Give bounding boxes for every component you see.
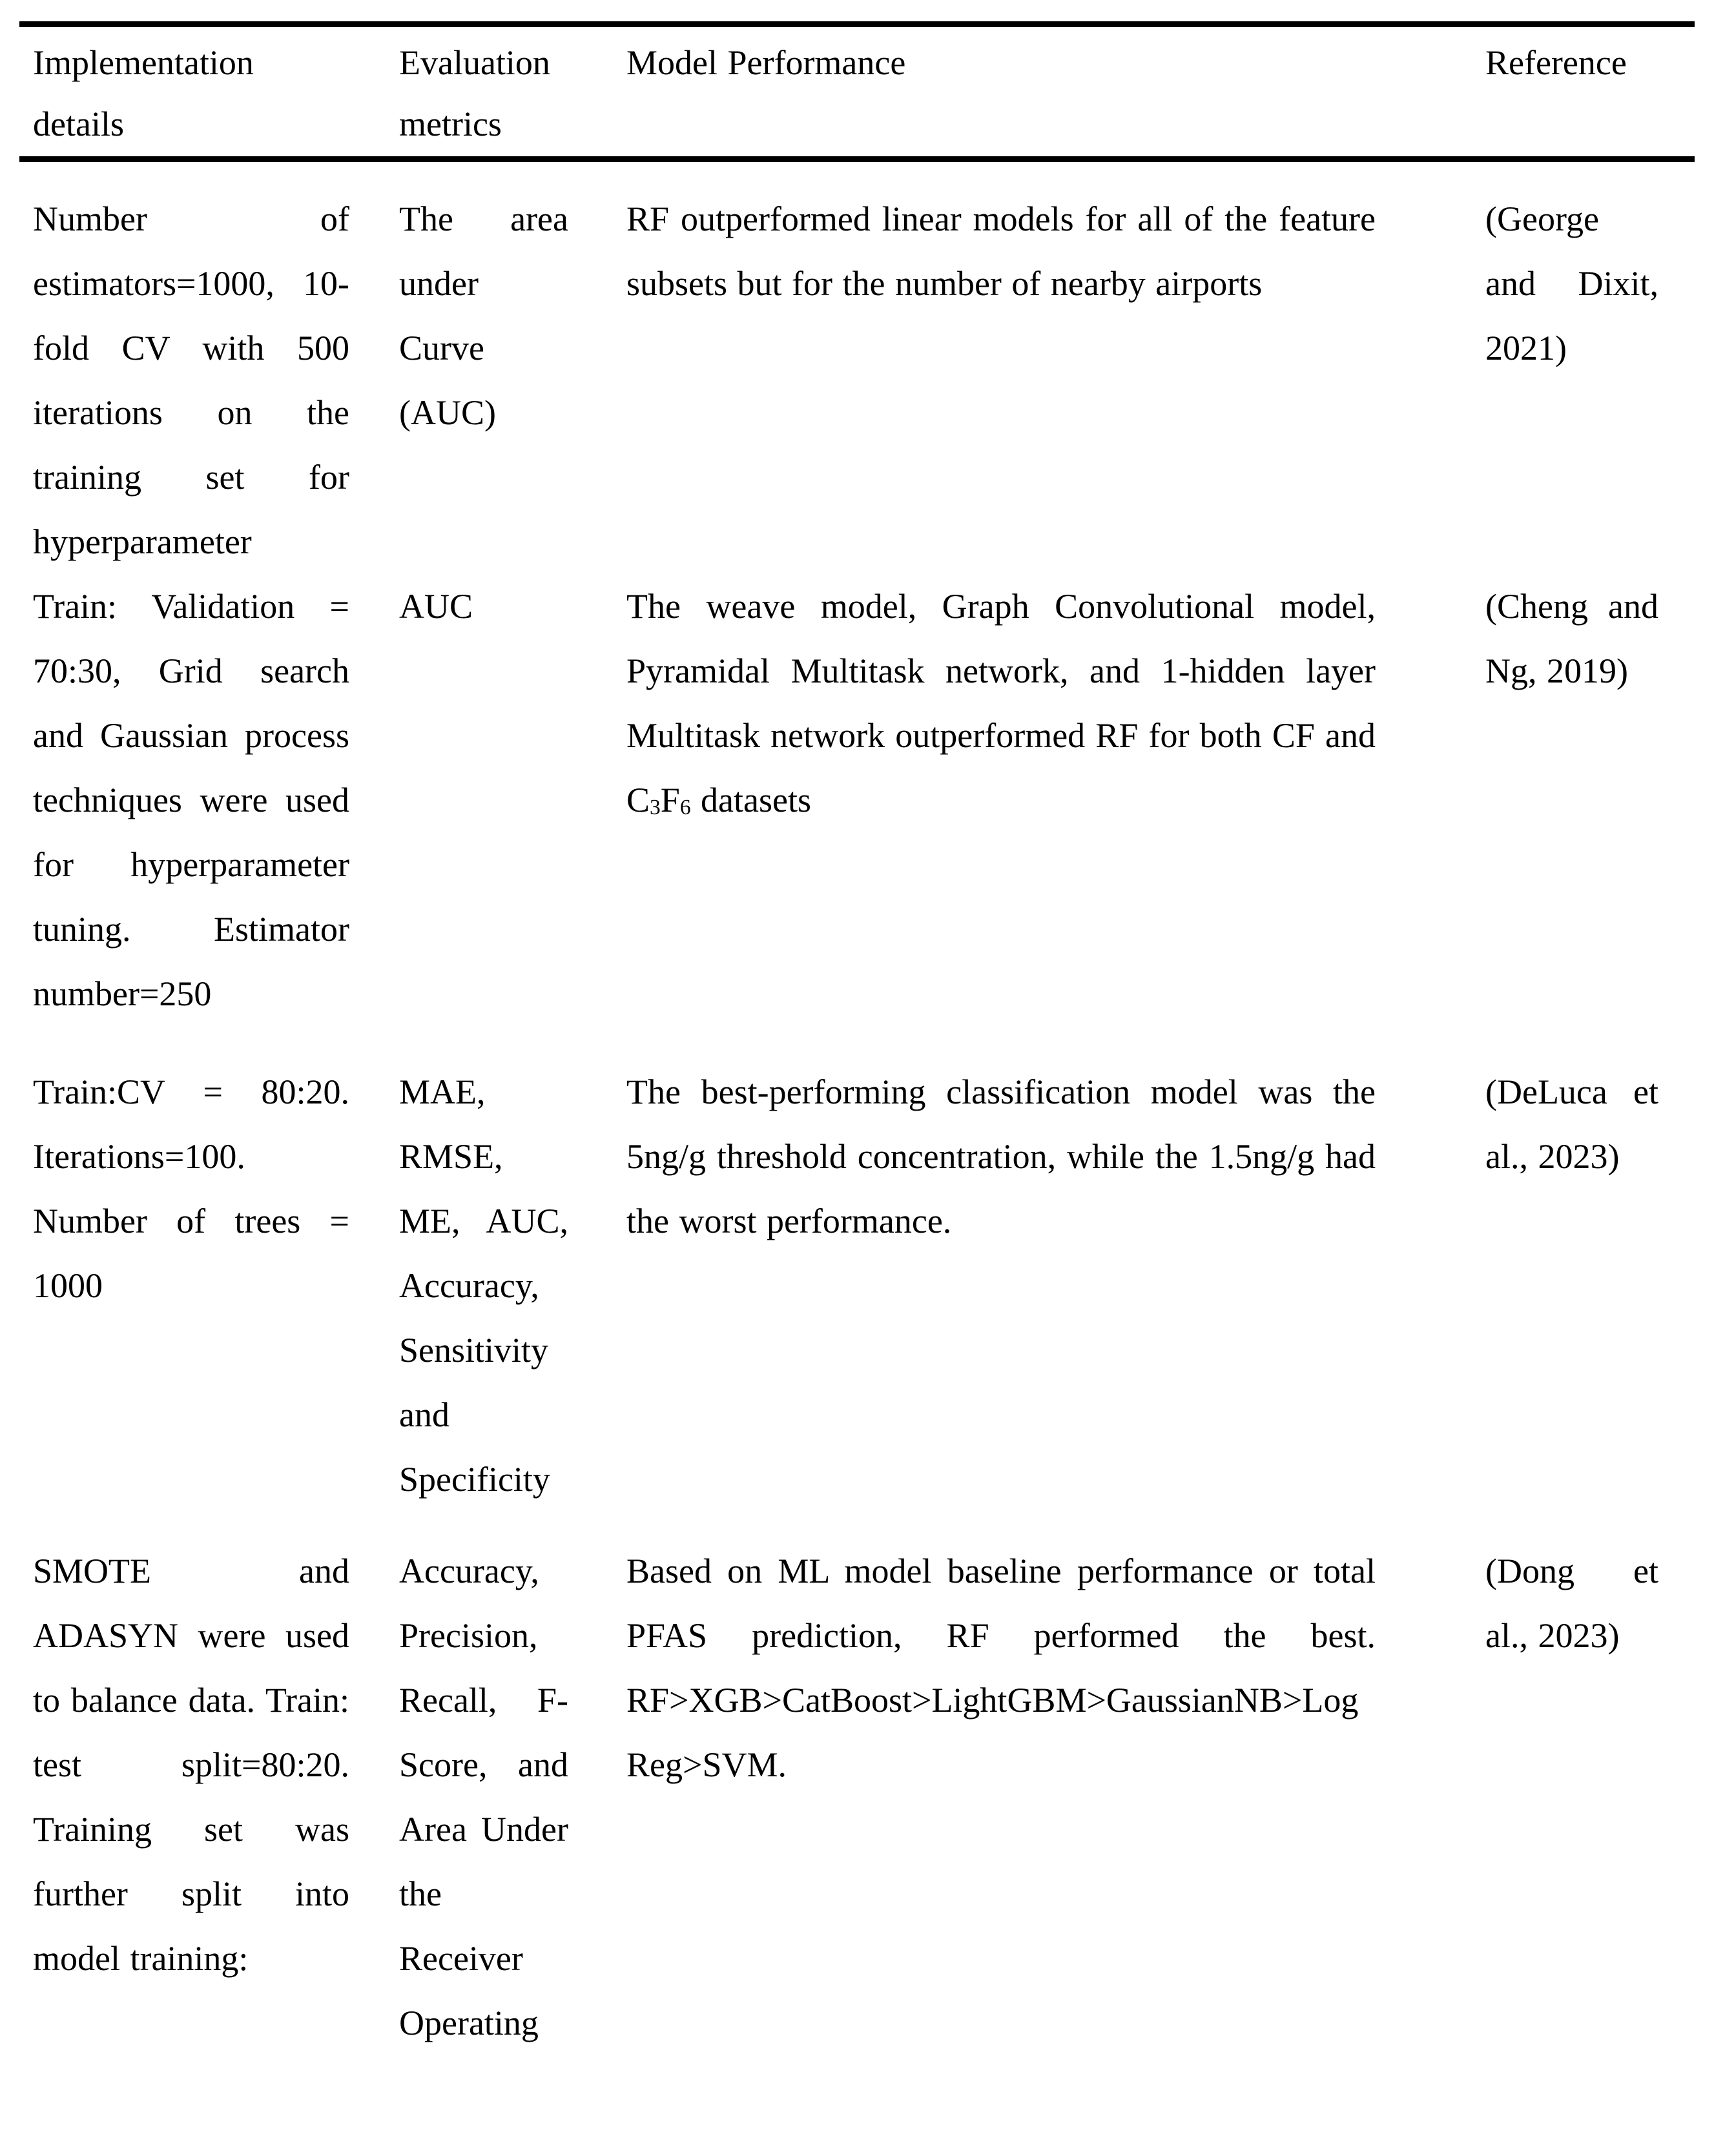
table-row (19, 1026, 1695, 1512)
cell-evaluation-metrics: The area under Curve (AUC) (399, 200, 568, 432)
cell-reference: (Dong et al., 2023) (1485, 1552, 1658, 1655)
cell-evaluation-metrics: Accuracy, Precision, Recall, F-Score, and Area Under the Receiver Operating (399, 1552, 568, 2042)
chemical-subscript: 6 (679, 796, 691, 820)
chemical-subscript: 3 (650, 796, 661, 820)
cell-implementation-details: Train:CV = 80:20. Iterations=100. Number of trees = 1000 (33, 1073, 349, 1305)
cell-model-performance: RF outperformed linear models for all of the feature subsets but for the number of nearby airports (626, 200, 1376, 303)
table-row (19, 1512, 1695, 2055)
column-header-reference: Reference (1485, 43, 1627, 82)
performance-text: The weave model, Graph Convolutional model, Pyramidal Multitask network, and 1-hidden layer Multitask network outperformed RF for both CF and C (626, 587, 1376, 819)
table-row (19, 162, 1695, 574)
cell-model-performance: Based on ML model baseline performance or total PFAS prediction, RF performed the best. RF>XGB>CatBoost>LightGBM>GaussianNB>LogReg>SVM. (626, 1552, 1376, 1784)
cell-evaluation-metrics: AUC (399, 587, 473, 626)
cell-evaluation-metrics: MAE, RMSE, ME, AUC, Accuracy, Sensitivity and Specificity (399, 1073, 568, 1499)
cell-reference: (DeLuca et al., 2023) (1485, 1073, 1658, 1176)
cell-reference: (George and Dixit, 2021) (1485, 200, 1658, 367)
cell-model-performance (626, 574, 1485, 1026)
performance-text: datasets (690, 781, 811, 819)
table-top-rule (19, 21, 1695, 27)
column-header-implementation-details: Implementation details (33, 43, 254, 143)
performance-text: F (660, 781, 680, 819)
cell-implementation-details: Train: Validation = 70:30, Grid search and Gaussian process techniques were used for hyperparameter tuning. Estimator number=250 (33, 587, 349, 1013)
cell-implementation-details: SMOTE and ADASYN were used to balance data. Train: test split=80:20. Training set was further split into model training: (33, 1552, 349, 1978)
table-header-row (19, 27, 1695, 156)
cell-model-performance: The best-performing classification model was the 5ng/g threshold concentration, while the 1.5ng/g had the worst performance. (626, 1073, 1376, 1240)
column-header-evaluation-metrics: Evaluation metrics (399, 43, 550, 143)
cell-implementation-details: Number of estimators=1000, 10-fold CV with 500 iterations on the training set for hyperparameter (33, 200, 349, 561)
table-header-rule (19, 156, 1695, 162)
column-header-model-performance: Model Performance (626, 43, 906, 82)
table-row (19, 574, 1695, 1026)
cell-reference: (Cheng and Ng, 2019) (1485, 587, 1658, 690)
